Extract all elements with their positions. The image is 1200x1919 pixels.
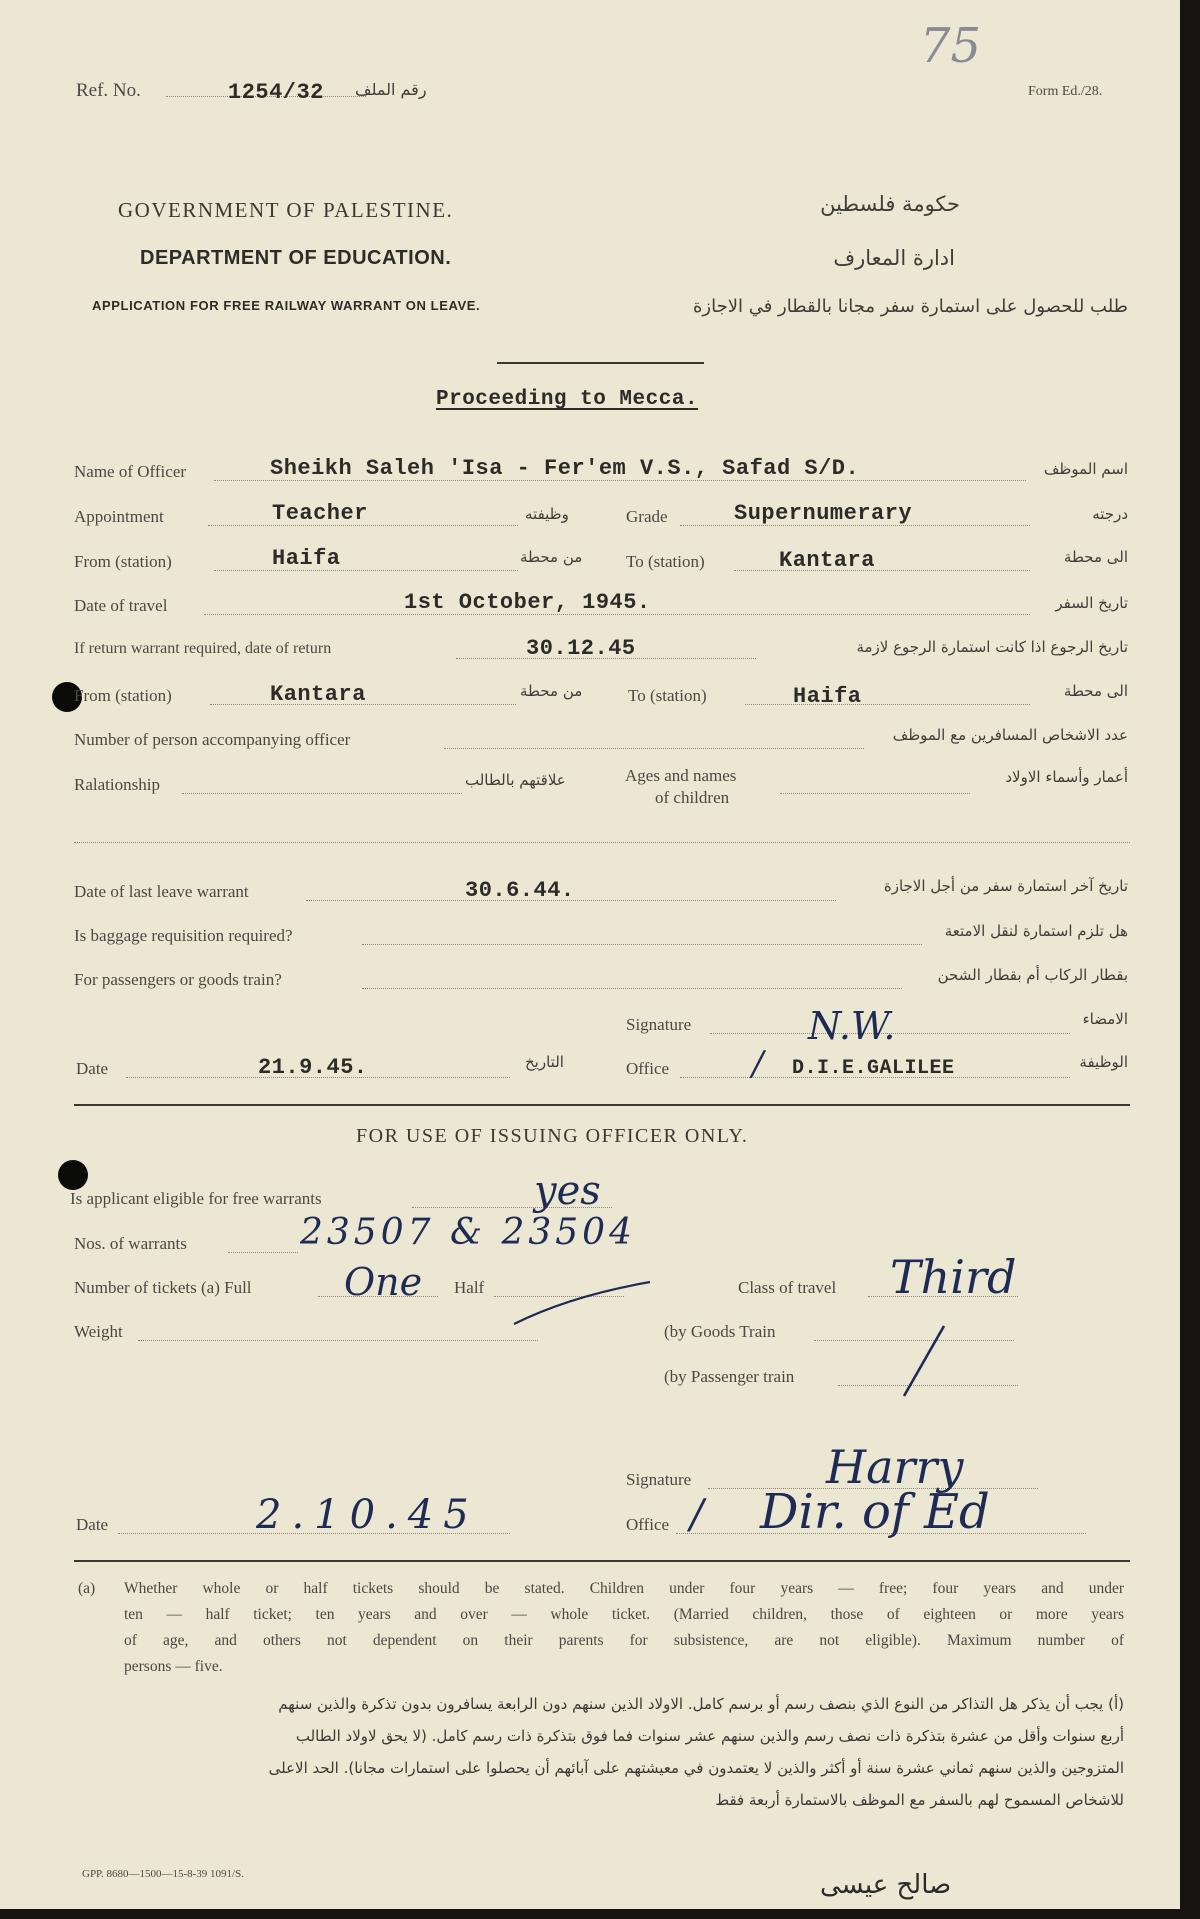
return-label: If return warrant required, date of return [74, 640, 332, 657]
children-label-ar: أعمار وأسماء الاولاد [1005, 768, 1128, 786]
office-value: D.I.E.GALILEE [792, 1057, 955, 1080]
application-title-ar: طلب للحصول على استمارة سفر مجانا بالقطار في الاجازة [692, 296, 1128, 317]
last-leave-label-ar: تاريخ آخر استمارة سفر من أجل الاجازة [883, 877, 1128, 895]
punch-hole-bottom [58, 1160, 88, 1190]
class-label: Class of travel [738, 1278, 837, 1297]
return-value: 30.12.45 [526, 636, 636, 661]
office-label-ar: الوظيفة [1079, 1053, 1128, 1071]
train-dotline [362, 988, 902, 989]
ref-label-ar: رقم الملف [355, 80, 427, 99]
issuing-date-value: 2.10.45 [256, 1492, 479, 1538]
relationship-label: Ralationship [74, 775, 160, 794]
department-title-ar: ادارة المعارف [833, 246, 955, 270]
grade-value: Supernumerary [734, 501, 913, 526]
ref-value: 1254/32 [228, 80, 324, 105]
issuing-signature-value: Harry [826, 1440, 964, 1494]
issuing-date-label: Date [76, 1515, 109, 1534]
date-label: Date [76, 1059, 109, 1078]
grade-label-ar: درجته [1092, 505, 1128, 523]
from-dotline [214, 570, 518, 571]
baggage-label: Is baggage requisition required? [74, 926, 293, 945]
signature-label-ar: الامضاء [1082, 1010, 1128, 1028]
purpose-heading: Proceeding to Mecca. [436, 388, 699, 411]
scan-edge-bottom [0, 1909, 1200, 1919]
return-from-label-ar: من محطة [520, 682, 583, 700]
department-title: DEPARTMENT OF EDUCATION. [140, 247, 452, 269]
footnote-en-line: of age, and others not dependent on their parents for subsistence, are not eligible). Maximum number of [124, 1632, 1124, 1649]
half-label: Half [454, 1278, 485, 1297]
footnote-en-line: persons — five. [124, 1658, 223, 1675]
date-travel-label-ar: تاريخ السفر [1055, 594, 1128, 612]
name-label: Name of Officer [74, 462, 187, 481]
children-second-dotline [74, 842, 1130, 843]
relationship-dotline [182, 793, 462, 794]
form-label: Form Ed./28. [1028, 84, 1103, 99]
eligible-value: yes [534, 1168, 601, 1214]
last-leave-label: Date of last leave warrant [74, 882, 249, 901]
footnote-ar-line: (أ) يجب أن يذكر هل التذاكر من النوع الذي بنصف رسم أو برسم كامل. الاولاد الذين سنهم دون الرابعة يسافرون بدون تذكرة والذين سنهم [278, 1695, 1124, 1713]
date-value: 21.9.45. [258, 1055, 368, 1080]
return-label-ar: تاريخ الرجوع اذا كانت استمارة الرجوع لازمة [856, 638, 1128, 656]
office-label: Office [626, 1059, 670, 1078]
children-label-1: Ages and names [625, 766, 737, 785]
persons-label: Number of person accompanying officer [74, 730, 351, 749]
name-label-ar: اسم الموظف [1043, 460, 1128, 478]
goods-train-label: (by Goods Train [664, 1322, 776, 1341]
section-divider [74, 1104, 1130, 1106]
footnote-ar-line: أربع سنوات وأقل من عشرة بتذكرة ذات نصف رسم والذين سنهم عشر سنوات فما فوق بتذكرة ذات رسم كامل. (لا يحق لاولاد الطالب [295, 1727, 1124, 1745]
return-to-label-ar: الى محطة [1063, 682, 1128, 700]
ref-label: Ref. No. [76, 80, 141, 101]
tickets-label: Number of tickets (a) Full [74, 1278, 252, 1297]
return-from-value: Kantara [270, 682, 366, 707]
application-title: APPLICATION FOR FREE RAILWAY WARRANT ON LEAVE. [92, 298, 481, 313]
warrants-label: Nos. of warrants [74, 1234, 187, 1253]
office-slash: / [752, 1044, 764, 1084]
footnote-ar-line: المتزوجين والذين سنهم ثماني عشرة سنة أو أكثر والذين لا يعتمدون في معيشتهم على آبائهم أن يحصلوا على استمارات مجانا). الحد الاعلى [268, 1759, 1124, 1777]
issuing-heading: FOR USE OF ISSUING OFFICER ONLY. [356, 1125, 749, 1147]
class-value: Third [890, 1250, 1017, 1304]
footnote-marker: (a) [78, 1580, 96, 1597]
baggage-label-ar: هل تلزم استمارة لنقل الامتعة [944, 922, 1128, 940]
children-dotline [780, 793, 970, 794]
page-number: 75 [920, 18, 982, 74]
date-travel-value: 1st October, 1945. [404, 590, 651, 615]
name-value: Sheikh Saleh 'Isa - Fer'em V.S., Safad S/D. [270, 456, 860, 481]
weight-label: Weight [74, 1322, 123, 1341]
to-label-ar: الى محطة [1063, 548, 1128, 566]
persons-label-ar: عدد الاشخاص المسافرين مع الموظف [892, 726, 1128, 744]
signature-label: Signature [626, 1015, 692, 1034]
appointment-label: Appointment [74, 507, 164, 526]
warrants-value: 23507 & 23504 [300, 1212, 636, 1253]
footnote-ar-line: للاشخاص المسموح لهم بالسفر مع الموظف بالاستمارة أربعة فقط [715, 1791, 1124, 1809]
return-from-label: From (station) [74, 686, 172, 705]
train-label: For passengers or goods train? [74, 970, 282, 989]
footnote-en-line: ten — half ticket; ten years and over — whole ticket. (Married children, those of eighteen or more years [124, 1606, 1124, 1623]
date-label-ar: التاريخ [525, 1053, 564, 1071]
appointment-label-ar: وظيفته [525, 505, 569, 523]
eligible-label: Is applicant eligible for free warrants [70, 1189, 322, 1208]
grade-label: Grade [626, 507, 668, 526]
relationship-label-ar: علاقتهم بالطالب [465, 771, 566, 789]
tickets-value: One [344, 1260, 423, 1304]
issuing-office-label: Office [626, 1515, 670, 1534]
baggage-dotline [362, 944, 922, 945]
from-label: From (station) [74, 552, 172, 571]
to-value: Kantara [779, 548, 875, 573]
footnote-divider [74, 1560, 1130, 1562]
signature-value: N.W. [808, 1004, 896, 1048]
title-rule [497, 362, 704, 364]
weight-dotline [138, 1340, 538, 1341]
printer-line: GPP. 8680—1500—15-8-39 1091/S. [82, 1868, 244, 1880]
issuing-office-value: Dir. of Ed [760, 1484, 990, 1540]
date-travel-label: Date of travel [74, 596, 168, 615]
half-strike-mark [510, 1276, 660, 1328]
issuing-office-slash: / [690, 1492, 704, 1538]
to-label: To (station) [626, 552, 705, 571]
scan-edge [1180, 0, 1200, 1919]
bottom-signature: صالح عيسى [820, 1870, 952, 1900]
return-to-label: To (station) [628, 686, 707, 705]
from-value: Haifa [272, 546, 341, 571]
return-to-value: Haifa [793, 684, 862, 709]
train-tick-mark [892, 1322, 952, 1400]
warrants-dotline [228, 1252, 298, 1253]
from-label-ar: من محطة [520, 548, 583, 566]
return-to-dotline [745, 704, 1030, 705]
government-title: GOVERNMENT OF PALESTINE. [118, 198, 454, 222]
persons-dotline [444, 748, 864, 749]
footnote-en-line: Whether whole or half tickets should be stated. Children under four years — free; four years and under [124, 1580, 1124, 1597]
train-label-ar: بقطار الركاب أم بقطار الشحن [937, 966, 1128, 984]
last-leave-value: 30.6.44. [465, 878, 575, 903]
footnote-arabic [84, 1688, 1124, 1816]
footnote-english [124, 1576, 1124, 1680]
passenger-train-label: (by Passenger train [664, 1367, 795, 1386]
appointment-value: Teacher [272, 501, 368, 526]
government-title-ar: حكومة فلسطين [820, 192, 960, 216]
children-label-2: of children [655, 788, 730, 807]
issuing-signature-label: Signature [626, 1470, 692, 1489]
